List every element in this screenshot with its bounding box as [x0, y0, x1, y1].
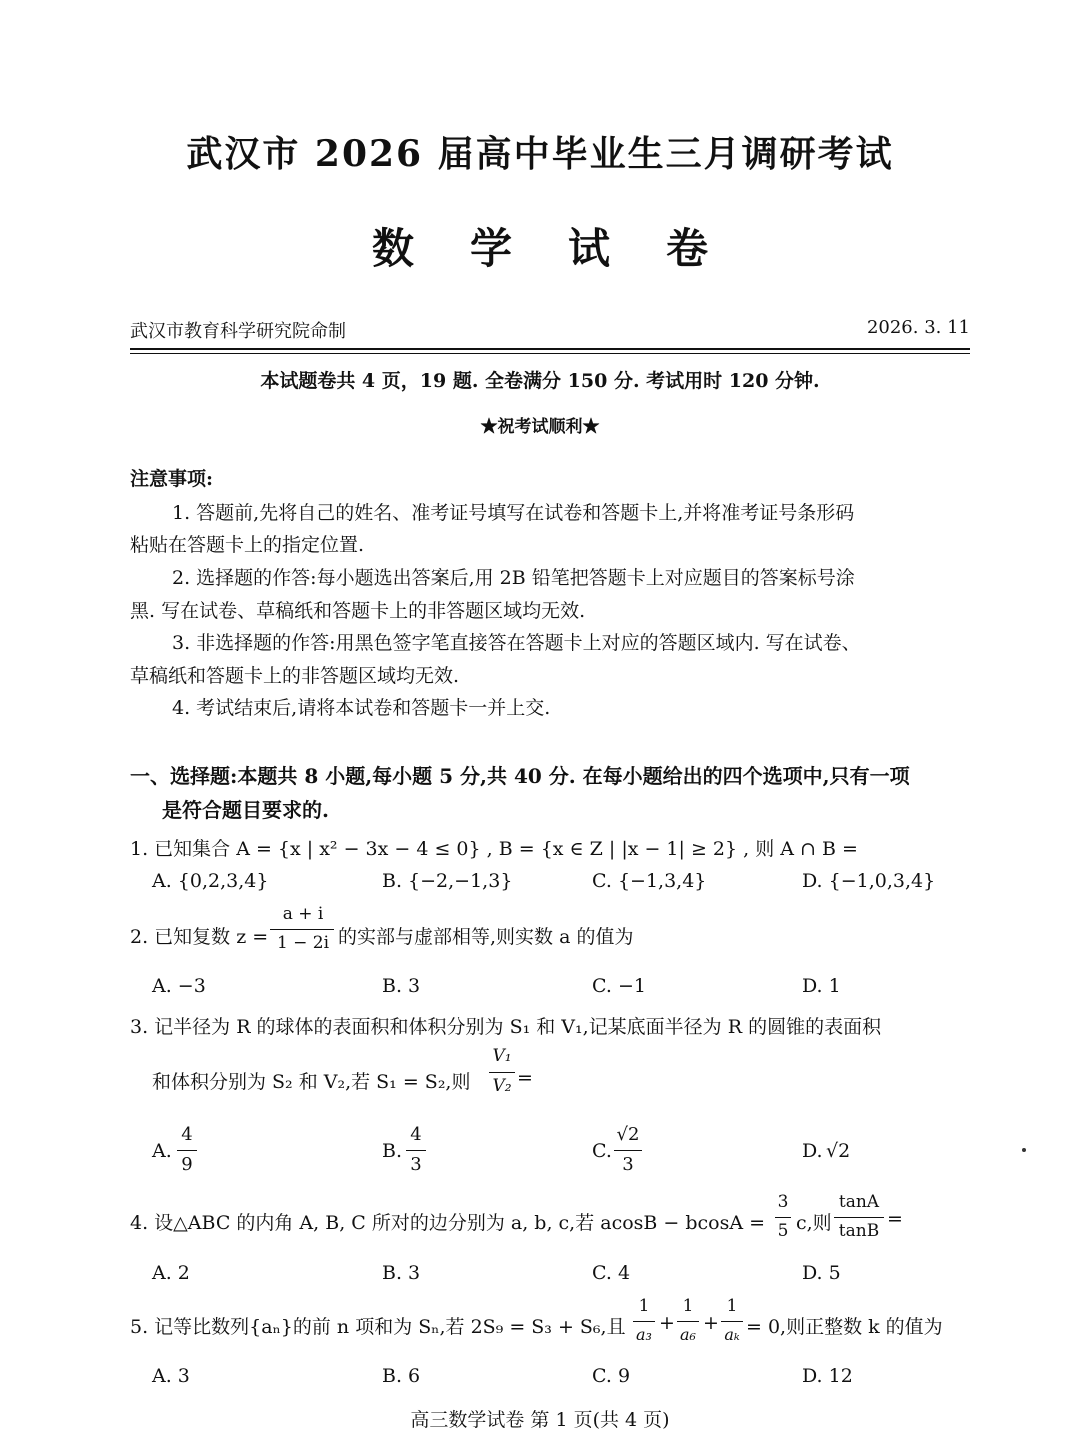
question-5-stem-cont: = 0,则正整数 k 的值为 [746, 1316, 943, 1338]
notice-line: 草稿纸和答题卡上的非答题区域均无效. [130, 665, 460, 687]
q4-frac2-num: tanA [838, 1192, 880, 1212]
fraction-bar [614, 1150, 642, 1151]
q4-frac1-num: 3 [777, 1192, 789, 1212]
notice-heading: 注意事项: [130, 468, 214, 490]
header-rule [130, 353, 970, 354]
plus-sign: + [659, 1312, 675, 1334]
q5-frac1-den: a₃ [636, 1325, 652, 1344]
q2-frac-num: a + i [282, 904, 324, 924]
q4-option-a: A. 2 [152, 1262, 190, 1284]
section-heading-cont: 是符合题目要求的. [162, 798, 329, 822]
fraction-bar [270, 929, 334, 930]
q5-frac3-den: aₖ [724, 1325, 740, 1344]
header-rule [130, 348, 970, 350]
question-1-stem: 1. 已知集合 A = {x | x² − 3x − 4 ≤ 0} , B = {x ∈ Z | |x − 1| ≥ 2} , 则 A ∩ B = [130, 838, 858, 860]
q5-frac2-num: 1 [682, 1296, 694, 1316]
subject-char: 卷 [666, 224, 709, 273]
publisher: 武汉市教育科学研究院命制 [130, 321, 346, 342]
q3-option-a-num: 4 [181, 1124, 193, 1145]
plus-sign: + [703, 1312, 719, 1334]
q3-option-d-value: √2 [826, 1140, 851, 1162]
question-5-stem: 5. 记等比数列{aₙ}的前 n 项和为 Sₙ,若 2S₉ = S₃ + S₆,且 [130, 1316, 626, 1338]
q1-option-a: A. {0,2,3,4} [152, 870, 269, 892]
notice-line: 粘贴在答题卡上的指定位置. [130, 534, 365, 556]
q3-option-a-den: 9 [181, 1154, 193, 1175]
fraction-bar [489, 1072, 515, 1073]
q4-option-d: D. 5 [802, 1262, 841, 1284]
subject-char: 数 [371, 224, 414, 273]
q3-frac-num: V₁ [492, 1046, 512, 1066]
question-2-stem: 2. 已知复数 z = [130, 926, 269, 948]
notice-line: 3. 非选择题的作答:用黑色签字笔直接答在答题卡上对应的答题区域内. 写在试卷、 [172, 632, 861, 654]
q2-frac-den: 1 − 2i [276, 933, 330, 953]
q3-frac-den: V₂ [492, 1076, 512, 1096]
subject-char: 学 [469, 224, 512, 273]
fraction-bar [177, 1150, 197, 1151]
q5-option-c: C. 9 [592, 1365, 631, 1387]
fraction-bar [775, 1217, 791, 1218]
q2-option-b: B. 3 [382, 975, 421, 997]
fraction-bar [834, 1217, 884, 1218]
q4-frac1-den: 5 [777, 1221, 789, 1241]
q1-option-b: B. {−2,−1,3} [382, 870, 513, 892]
question-4-stem-mid: c,则 [796, 1212, 832, 1234]
q5-frac1-num: 1 [638, 1296, 650, 1316]
q3-option-c-den: 3 [622, 1154, 634, 1175]
question-3-stem-line2: 和体积分别为 S₂ 和 V₂,若 S₁ = S₂,则 [152, 1071, 471, 1093]
q1-option-d: D. {−1,0,3,4} [802, 870, 936, 892]
q3-option-a-label: A. [152, 1140, 172, 1162]
exam-info: 本试题卷共 4 页，19 题. 全卷满分 150 分. 考试用时 120 分钟. [260, 370, 820, 392]
question-4-stem: 4. 设△ABC 的内角 A, B, C 所对的边分别为 a, b, c,若 acosB − bcosA = [130, 1212, 766, 1234]
q3-option-c-num: √2 [616, 1124, 640, 1145]
question-3-stem-eq: = [517, 1067, 533, 1089]
q2-option-d: D. 1 [802, 975, 841, 997]
fraction-bar [633, 1321, 655, 1322]
section-heading: 一、选择题:本题共 8 小题,每小题 5 分,共 40 分. 在每小题给出的四个选项中,只有一项 [130, 764, 910, 788]
fraction-bar [406, 1150, 426, 1151]
q3-option-b-num: 4 [410, 1124, 422, 1145]
q3-option-c-label: C. [592, 1140, 612, 1162]
q4-frac2-den: tanB [838, 1221, 880, 1241]
notice-line: 2. 选择题的作答:每小题选出答案后,用 2B 铅笔把答题卡上对应题目的答案标号涂 [172, 567, 855, 589]
notice-line: 1. 答题前,先将自己的姓名、准考证号填写在试卷和答题卡上,并将准考证号条形码 [172, 502, 855, 524]
exam-title: 武汉市 2026 届高中毕业生三月调研考试 [186, 133, 894, 175]
q4-option-b: B. 3 [382, 1262, 421, 1284]
notice-line: 4. 考试结束后,请将本试卷和答题卡一并上交. [172, 697, 551, 719]
q2-option-a: A. −3 [152, 975, 206, 997]
q5-option-b: B. 6 [382, 1365, 421, 1387]
page-footer: 高三数学试卷 第 1 页(共 4 页) [410, 1409, 670, 1431]
q5-frac3-num: 1 [726, 1296, 738, 1316]
q3-option-b-label: B. [382, 1140, 403, 1162]
q3-option-b-den: 3 [410, 1154, 422, 1175]
q5-option-a: A. 3 [152, 1365, 190, 1387]
notice-line: 黑. 写在试卷、草稿纸和答题卡上的非答题区域均无效. [130, 600, 586, 622]
question-2-stem-cont: 的实部与虚部相等,则实数 a 的值为 [338, 926, 634, 948]
good-luck-banner: ★祝考试顺利★ [480, 417, 600, 437]
question-4-stem-eq: = [887, 1208, 903, 1230]
q2-option-c: C. −1 [592, 975, 646, 997]
subject-title [0, 216, 1080, 276]
q5-option-d: D. 12 [802, 1365, 853, 1387]
q5-frac2-den: a₆ [680, 1325, 696, 1344]
q3-option-d-label: D. [802, 1140, 823, 1162]
question-3-stem: 3. 记半径为 R 的球体的表面积和体积分别为 S₁ 和 V₁,记某底面半径为 R 的圆锥的表面积 [130, 1016, 882, 1038]
q1-option-c: C. {−1,3,4} [592, 870, 707, 892]
exam-date: 2026. 3. 11 [866, 317, 970, 338]
fraction-bar [721, 1321, 743, 1322]
q4-option-c: C. 4 [592, 1262, 631, 1284]
fraction-bar [677, 1321, 699, 1322]
subject-char: 试 [568, 224, 611, 273]
scan-speck [1022, 1148, 1026, 1152]
